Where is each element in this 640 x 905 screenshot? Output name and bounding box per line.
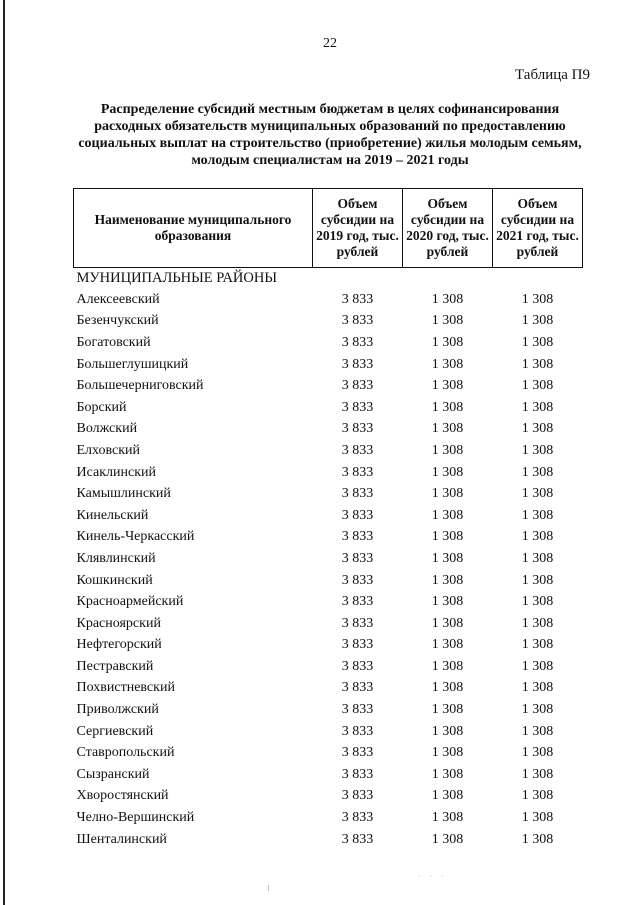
table-row [74, 397, 583, 419]
table-row [74, 742, 583, 764]
municipality-name-cell: Нефтегорский [76, 637, 162, 653]
subsidy-2021-cell: 1 308 [521, 572, 554, 588]
subsidy-2021-cell: 1 308 [521, 702, 554, 718]
subsidy-2021-cell: 1 308 [521, 831, 554, 847]
subsidy-2020-cell: 1 308 [431, 486, 464, 502]
table-row [74, 786, 583, 808]
subsidy-2020-cell: 1 308 [431, 399, 464, 415]
table-row [74, 332, 583, 354]
municipality-name-cell: Борский [76, 399, 127, 415]
subsidy-2020-cell: 1 308 [431, 723, 464, 739]
subsidy-2019-cell: 3 833 [341, 507, 374, 523]
subsidy-2019-cell: 3 833 [341, 615, 374, 631]
table-row [74, 656, 583, 678]
municipality-name-cell: Елховский [76, 442, 141, 458]
municipality-name-cell: Большечерниговский [76, 378, 204, 394]
municipality-name-cell: Красноармейский [76, 594, 184, 610]
subsidy-2021-cell: 1 308 [521, 356, 554, 372]
table-row [74, 375, 583, 397]
subsidy-2020-cell: 1 308 [431, 421, 464, 437]
municipality-name-cell: Похвистневский [76, 680, 175, 696]
table-row [74, 483, 583, 505]
subsidy-2021-cell: 1 308 [521, 464, 554, 480]
subsidy-2019-cell: 3 833 [341, 572, 374, 588]
scan-specks: ˙ ˙ ˙ [418, 874, 447, 884]
municipality-name-cell: Волжский [76, 421, 138, 437]
subsidy-2019-cell: 3 833 [341, 399, 374, 415]
subsidy-2019-cell: 3 833 [341, 421, 374, 437]
subsidy-2021-cell: 1 308 [521, 745, 554, 761]
municipality-name-cell: Кинель-Черкасский [76, 529, 195, 545]
table-header-row [74, 189, 583, 268]
subsidy-2020-cell: 1 308 [431, 637, 464, 653]
subsidy-2020-cell: 1 308 [431, 313, 464, 329]
table-label: Таблица П9 [515, 67, 590, 83]
subsidy-2019-cell: 3 833 [341, 831, 374, 847]
subsidy-2021-cell: 1 308 [521, 723, 554, 739]
municipality-name-cell: Большеглушицкий [76, 356, 189, 372]
table-row [74, 570, 583, 592]
table-row [74, 699, 583, 721]
subsidy-2020-cell: 1 308 [431, 594, 464, 610]
column-header-municipality: Наименование муниципального образования [74, 189, 313, 268]
table-row [74, 613, 583, 635]
municipality-name-cell: Богатовский [76, 334, 151, 350]
table-row [74, 721, 583, 743]
subsidy-2020-cell: 1 308 [431, 658, 464, 674]
subsidy-2021-cell: 1 308 [521, 529, 554, 545]
subsidy-2020-cell: 1 308 [431, 464, 464, 480]
section-label: МУНИЦИПАЛЬНЫЕ РАЙОНЫ [76, 270, 277, 286]
table-row [74, 807, 583, 829]
subsidy-2019-cell: 3 833 [341, 334, 374, 350]
subsidy-2019-cell: 3 833 [341, 723, 374, 739]
subsidy-2020-cell: 1 308 [431, 745, 464, 761]
table-row [74, 440, 583, 462]
section-row [74, 268, 583, 290]
subsidy-2021-cell: 1 308 [521, 637, 554, 653]
subsidy-2019-cell: 3 833 [341, 680, 374, 696]
subsidy-2019-cell: 3 833 [341, 464, 374, 480]
subsidy-2020-cell: 1 308 [431, 378, 464, 394]
subsidy-2019-cell: 3 833 [341, 378, 374, 394]
subsidy-2019-cell: 3 833 [341, 291, 374, 307]
subsidy-2020-cell: 1 308 [431, 291, 464, 307]
subsidy-2019-cell: 3 833 [341, 637, 374, 653]
table-row [74, 829, 583, 851]
subsidy-2019-cell: 3 833 [341, 356, 374, 372]
municipality-name-cell: Сергиевский [76, 723, 154, 739]
subsidy-table [73, 188, 583, 850]
table-row [74, 505, 583, 527]
municipality-name-cell: Исаклинский [76, 464, 156, 480]
column-header-2019: Объем субсидии на 2019 год, тыс. рублей [313, 189, 403, 268]
scan-mark [268, 885, 269, 891]
table-row [74, 635, 583, 657]
scan-left-edge-line [3, 0, 5, 905]
table-row [74, 527, 583, 549]
subsidy-2020-cell: 1 308 [431, 550, 464, 566]
table-row [74, 311, 583, 333]
subsidy-2021-cell: 1 308 [521, 334, 554, 350]
subsidy-2021-cell: 1 308 [521, 788, 554, 804]
subsidy-2020-cell: 1 308 [431, 529, 464, 545]
table-row [74, 678, 583, 700]
subsidy-2021-cell: 1 308 [521, 507, 554, 523]
municipality-name-cell: Челно-Вершинский [76, 810, 195, 826]
subsidy-2021-cell: 1 308 [521, 378, 554, 394]
municipality-name-cell: Сызранский [76, 766, 150, 782]
subsidy-2021-cell: 1 308 [521, 313, 554, 329]
subsidy-2019-cell: 3 833 [341, 702, 374, 718]
subsidy-2020-cell: 1 308 [431, 810, 464, 826]
subsidy-2019-cell: 3 833 [341, 788, 374, 804]
subsidy-2019-cell: 3 833 [341, 594, 374, 610]
subsidy-2021-cell: 1 308 [521, 658, 554, 674]
subsidy-2021-cell: 1 308 [521, 810, 554, 826]
subsidy-2019-cell: 3 833 [341, 810, 374, 826]
table-body [74, 268, 583, 851]
municipality-name-cell: Алексеевский [76, 291, 160, 307]
subsidy-2021-cell: 1 308 [521, 766, 554, 782]
municipality-name-cell: Красноярский [76, 615, 161, 631]
column-header-2021: Объем субсидии на 2021 год, тыс. рублей [493, 189, 583, 268]
subsidy-2021-cell: 1 308 [521, 399, 554, 415]
subsidy-2021-cell: 1 308 [521, 680, 554, 696]
municipality-name-cell: Шенталинский [76, 831, 167, 847]
municipality-name-cell: Хворостянский [76, 788, 169, 804]
subsidy-2019-cell: 3 833 [341, 442, 374, 458]
subsidy-2021-cell: 1 308 [521, 550, 554, 566]
municipality-name-cell: Ставропольский [76, 745, 175, 761]
subsidy-2020-cell: 1 308 [431, 788, 464, 804]
subsidy-2020-cell: 1 308 [431, 831, 464, 847]
municipality-name-cell: Пестравский [76, 658, 154, 674]
subsidy-2021-cell: 1 308 [521, 291, 554, 307]
municipality-name-cell: Кинельский [76, 507, 149, 523]
subsidy-2020-cell: 1 308 [431, 442, 464, 458]
subsidy-2019-cell: 3 833 [341, 486, 374, 502]
subsidy-2019-cell: 3 833 [341, 745, 374, 761]
subsidy-table-container [73, 188, 583, 850]
column-header-2020: Объем субсидии на 2020 год, тыс. рублей [403, 189, 493, 268]
table-row [74, 591, 583, 613]
municipality-name-cell: Кошкинский [76, 572, 153, 588]
municipality-name-cell: Приволжский [76, 702, 159, 718]
subsidy-2021-cell: 1 308 [521, 421, 554, 437]
subsidy-2021-cell: 1 308 [521, 594, 554, 610]
table-row [74, 289, 583, 311]
subsidy-2020-cell: 1 308 [431, 356, 464, 372]
municipality-name-cell: Безенчукский [76, 313, 159, 329]
subsidy-2021-cell: 1 308 [521, 615, 554, 631]
table-row [74, 419, 583, 441]
table-row [74, 462, 583, 484]
subsidy-2020-cell: 1 308 [431, 680, 464, 696]
subsidy-2019-cell: 3 833 [341, 658, 374, 674]
subsidy-2020-cell: 1 308 [431, 615, 464, 631]
table-row [74, 354, 583, 376]
subsidy-2021-cell: 1 308 [521, 486, 554, 502]
subsidy-2019-cell: 3 833 [341, 550, 374, 566]
municipality-name-cell: Камышлинский [76, 486, 171, 502]
subsidy-2019-cell: 3 833 [341, 529, 374, 545]
subsidy-2021-cell: 1 308 [521, 442, 554, 458]
subsidy-2020-cell: 1 308 [431, 766, 464, 782]
subsidy-2020-cell: 1 308 [431, 507, 464, 523]
subsidy-2019-cell: 3 833 [341, 766, 374, 782]
municipality-name-cell: Клявлинский [76, 550, 156, 566]
page-number: 22 [323, 36, 337, 51]
table-row [74, 764, 583, 786]
subsidy-2020-cell: 1 308 [431, 572, 464, 588]
subsidy-2020-cell: 1 308 [431, 334, 464, 350]
subsidy-2020-cell: 1 308 [431, 702, 464, 718]
subsidy-2019-cell: 3 833 [341, 313, 374, 329]
table-row [74, 548, 583, 570]
table-title: Распределение субсидий местным бюджетам в целях софинансирования расходных обязательств муниципальных образований по предоставлению социальных выплат на строительство (приобретение) жилья молодым семьям, молодым специалистам на 2019 – 2021 годы [78, 102, 582, 168]
